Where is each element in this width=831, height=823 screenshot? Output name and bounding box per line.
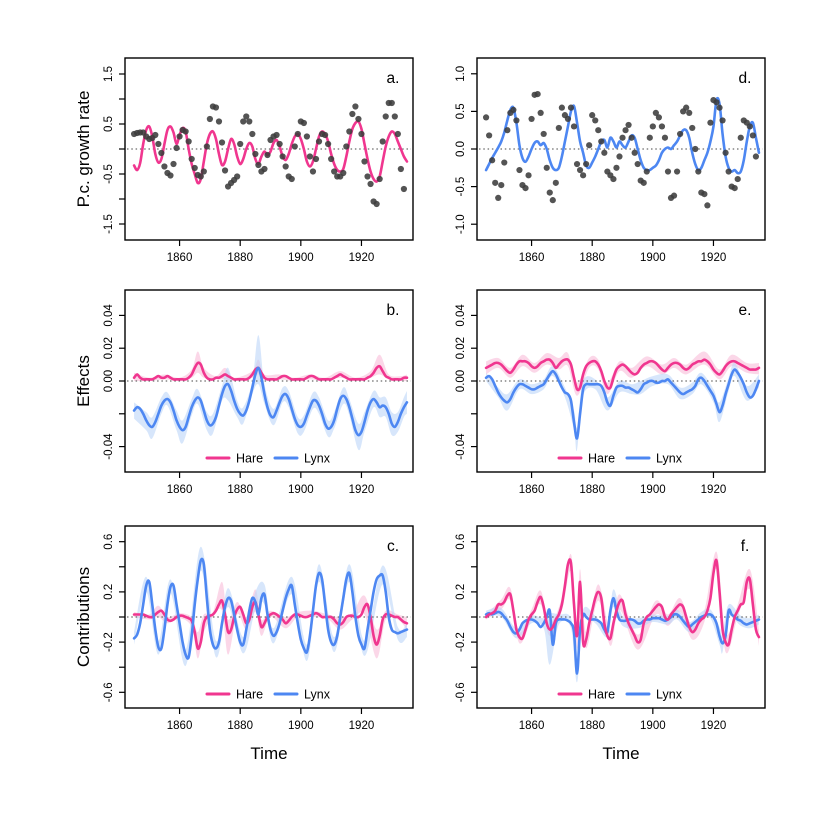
panel-letter-c: c. — [386, 538, 400, 555]
svg-text:1860: 1860 — [518, 252, 545, 264]
hare-effect-band — [134, 351, 407, 381]
y-axis-label-effects: Effects — [74, 355, 93, 407]
svg-text:-0.6: -0.6 — [103, 682, 115, 703]
svg-text:1860: 1860 — [166, 720, 193, 732]
x-axis — [519, 240, 726, 264]
svg-text:1900: 1900 — [640, 252, 666, 264]
lynx-effect-band — [134, 335, 407, 450]
svg-text:1860: 1860 — [166, 252, 193, 264]
panel-b — [103, 290, 413, 496]
svg-text:0.04: 0.04 — [455, 304, 467, 327]
svg-text:1880: 1880 — [579, 720, 605, 732]
svg-text:-0.5: -0.5 — [455, 176, 467, 197]
svg-text:-0.04: -0.04 — [103, 433, 115, 460]
panel-f — [455, 526, 765, 732]
svg-text:1900: 1900 — [640, 484, 666, 496]
svg-text:1920: 1920 — [700, 484, 727, 496]
svg-text:0.00: 0.00 — [455, 369, 467, 393]
y-axis — [103, 534, 125, 703]
x-axis — [167, 472, 374, 496]
legend — [559, 452, 683, 466]
svg-text:0.04: 0.04 — [103, 304, 115, 327]
y-axis — [455, 66, 477, 234]
y-axis — [103, 304, 125, 460]
svg-text:-0.5: -0.5 — [103, 164, 115, 184]
svg-text:-0.2: -0.2 — [103, 632, 115, 653]
svg-text:1920: 1920 — [700, 720, 727, 732]
legend — [559, 688, 683, 702]
svg-text:1920: 1920 — [348, 720, 375, 732]
legend-hare-label: Hare — [236, 687, 264, 702]
svg-text:1.0: 1.0 — [455, 65, 467, 82]
x-axis — [519, 708, 726, 732]
x-axis — [167, 708, 374, 732]
svg-text:0.2: 0.2 — [455, 583, 467, 600]
x-axis — [519, 472, 726, 496]
legend — [207, 688, 331, 702]
svg-text:-0.6: -0.6 — [455, 682, 467, 703]
legend — [207, 452, 331, 466]
legend-lynx-label: Lynx — [304, 687, 330, 702]
svg-text:1880: 1880 — [227, 720, 253, 732]
svg-text:1880: 1880 — [579, 484, 605, 496]
svg-text:0.0: 0.0 — [455, 141, 467, 157]
y-axis — [455, 534, 477, 703]
panel-d — [455, 58, 765, 264]
panel-letter-f: f. — [740, 538, 750, 555]
svg-text:1880: 1880 — [579, 252, 605, 264]
y-axis-label-growth-rate: P.c. growth rate — [74, 90, 93, 208]
legend-lynx-label: Lynx — [656, 451, 682, 466]
panel-c — [103, 526, 413, 732]
panel-letter-a: a. — [386, 70, 400, 87]
legend-hare-label: Hare — [588, 451, 616, 466]
svg-text:1.5: 1.5 — [103, 66, 115, 82]
svg-text:0.2: 0.2 — [103, 583, 115, 600]
svg-text:1900: 1900 — [288, 252, 314, 264]
svg-text:0.02: 0.02 — [455, 337, 467, 360]
svg-text:1880: 1880 — [227, 484, 253, 496]
svg-text:0.02: 0.02 — [103, 337, 115, 360]
svg-text:0.6: 0.6 — [103, 533, 115, 550]
panel-letter-d: d. — [738, 70, 752, 87]
svg-text:1920: 1920 — [348, 252, 375, 264]
panel-a — [103, 58, 413, 264]
svg-text:-0.04: -0.04 — [455, 433, 467, 460]
svg-text:0.6: 0.6 — [455, 533, 467, 550]
x-axis-label-time-left: Time — [250, 744, 288, 763]
legend-lynx-label: Lynx — [304, 451, 330, 466]
svg-text:-1.0: -1.0 — [455, 214, 467, 235]
panel-letter-b: b. — [386, 302, 400, 319]
svg-text:1920: 1920 — [700, 252, 727, 264]
svg-text:1880: 1880 — [227, 252, 253, 264]
svg-text:1860: 1860 — [166, 484, 193, 496]
y-axis — [103, 66, 125, 234]
y-axis — [455, 304, 477, 460]
x-axis-label-time-right: Time — [602, 744, 640, 763]
panel-letter-e: e. — [738, 302, 752, 319]
svg-text:0.5: 0.5 — [455, 103, 467, 120]
svg-text:1920: 1920 — [348, 484, 375, 496]
svg-text:0.5: 0.5 — [103, 116, 115, 132]
legend-lynx-label: Lynx — [656, 687, 682, 702]
lynx-growth-observations — [483, 91, 759, 208]
svg-text:-0.2: -0.2 — [455, 632, 467, 653]
svg-text:1900: 1900 — [288, 484, 314, 496]
legend-hare-label: Hare — [236, 451, 264, 466]
legend-hare-label: Hare — [588, 687, 616, 702]
panel-e — [455, 290, 765, 496]
svg-text:1860: 1860 — [518, 484, 545, 496]
svg-text:1860: 1860 — [518, 720, 545, 732]
y-axis-label-contributions: Contributions — [74, 566, 93, 668]
svg-text:0.00: 0.00 — [103, 369, 115, 393]
svg-text:1900: 1900 — [640, 720, 666, 732]
svg-text:1900: 1900 — [288, 720, 314, 732]
x-axis — [167, 240, 374, 264]
svg-text:-1.5: -1.5 — [103, 214, 115, 234]
